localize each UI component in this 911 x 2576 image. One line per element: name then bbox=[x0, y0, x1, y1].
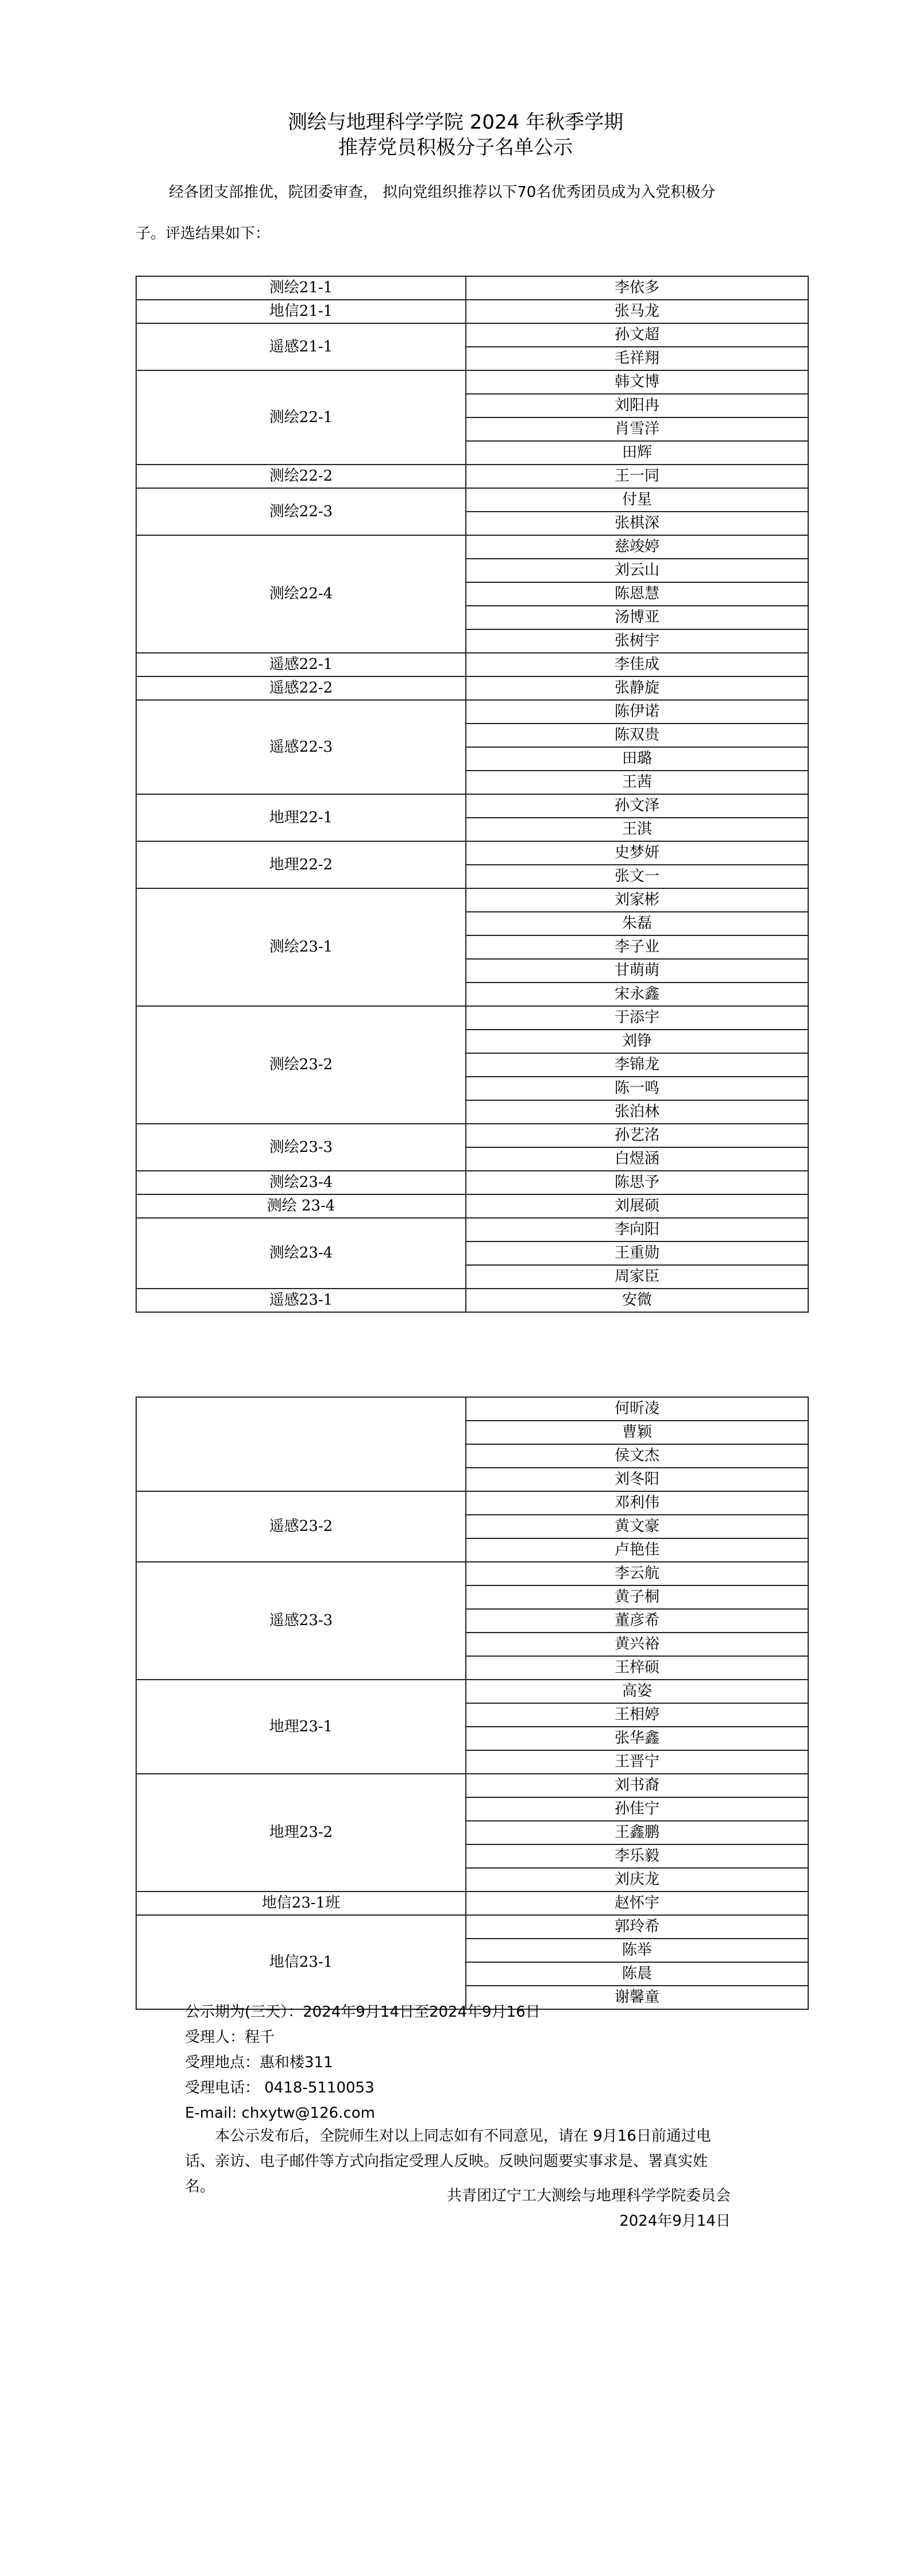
branch-cell: 测绘 23-4 bbox=[136, 1194, 466, 1218]
table-row bbox=[136, 1774, 808, 1797]
table-row bbox=[136, 1562, 808, 1585]
member-name-cell: 刘云山 bbox=[466, 559, 808, 582]
member-name-cell: 高姿 bbox=[466, 1680, 808, 1703]
table-row bbox=[136, 535, 808, 559]
candidate-table-2 bbox=[136, 1397, 809, 2010]
table-row bbox=[136, 1289, 808, 1312]
branch-cell: 遥感22-2 bbox=[136, 676, 466, 700]
page-subtitle: 推荐党员积极分子名单公示 bbox=[338, 136, 573, 159]
branch-cell: 遥感22-3 bbox=[136, 700, 466, 794]
member-name-cell: 张华鑫 bbox=[466, 1727, 808, 1750]
candidate-table-1 bbox=[136, 276, 809, 1313]
member-name-cell: 王重勋 bbox=[466, 1241, 808, 1265]
branch-cell: 测绘23-1 bbox=[136, 888, 466, 1006]
member-name-cell: 李子业 bbox=[466, 935, 808, 959]
member-name-cell: 邓利伟 bbox=[466, 1491, 808, 1515]
receiving-phone: 受理电话： 0418-5110053 bbox=[185, 2079, 375, 2097]
member-name-cell: 刘家彬 bbox=[466, 888, 808, 912]
member-name-cell: 田璐 bbox=[466, 747, 808, 771]
member-name-cell: 刘庆龙 bbox=[466, 1868, 808, 1892]
member-name-cell: 王鑫鹏 bbox=[466, 1821, 808, 1844]
member-name-cell: 陈一鸣 bbox=[466, 1077, 808, 1100]
table-row bbox=[136, 1915, 808, 1939]
member-name-cell: 董彦希 bbox=[466, 1609, 808, 1633]
table-row bbox=[136, 1397, 808, 1421]
member-name-cell: 宋永鑫 bbox=[466, 983, 808, 1006]
member-name-cell: 张棋深 bbox=[466, 512, 808, 535]
table-row bbox=[136, 323, 808, 347]
member-name-cell: 陈恩慧 bbox=[466, 582, 808, 606]
table-row bbox=[136, 1171, 808, 1194]
member-name-cell: 王茜 bbox=[466, 771, 808, 794]
member-name-cell: 刘冬阳 bbox=[466, 1468, 808, 1491]
table-row bbox=[136, 841, 808, 865]
member-name-cell: 张文一 bbox=[466, 865, 808, 888]
member-name-cell: 张泊林 bbox=[466, 1100, 808, 1124]
table-row bbox=[136, 1124, 808, 1147]
table-row bbox=[136, 300, 808, 323]
table-row bbox=[136, 488, 808, 512]
table-row bbox=[136, 888, 808, 912]
member-name-cell: 周家臣 bbox=[466, 1265, 808, 1289]
branch-cell: 测绘23-4 bbox=[136, 1171, 466, 1194]
branch-cell: 地信23-1 bbox=[136, 1915, 466, 2009]
branch-cell: 测绘21-1 bbox=[136, 276, 466, 300]
member-name-cell: 陈双贵 bbox=[466, 724, 808, 747]
member-name-cell: 慈竣婷 bbox=[466, 535, 808, 559]
member-name-cell: 于添宇 bbox=[466, 1006, 808, 1030]
branch-cell: 遥感22-1 bbox=[136, 653, 466, 676]
member-name-cell: 李向阳 bbox=[466, 1218, 808, 1241]
branch-cell: 测绘23-3 bbox=[136, 1124, 466, 1171]
table-row bbox=[136, 653, 808, 676]
member-name-cell: 孙佳宁 bbox=[466, 1797, 808, 1821]
member-name-cell: 黄文豪 bbox=[466, 1515, 808, 1538]
member-name-cell: 王梓硕 bbox=[466, 1656, 808, 1680]
table-row bbox=[136, 1194, 808, 1218]
member-name-cell: 安微 bbox=[466, 1289, 808, 1312]
branch-cell: 测绘23-2 bbox=[136, 1006, 466, 1124]
branch-cell: 测绘23-4 bbox=[136, 1218, 466, 1289]
member-name-cell: 汤博亚 bbox=[466, 606, 808, 629]
member-name-cell: 陈伊诺 bbox=[466, 700, 808, 724]
branch-cell bbox=[136, 1397, 466, 1491]
branch-cell: 测绘22-3 bbox=[136, 488, 466, 535]
member-name-cell: 陈举 bbox=[466, 1939, 808, 1962]
branch-cell: 遥感23-1 bbox=[136, 1289, 466, 1312]
notice-paragraph: 本公示发布后，全院师生对以上同志如有不同意见，请在 9月16日前通过电话、亲访、电子邮件等方式向指定受理人反映。反映问题要实事求是、署真实姓名。 bbox=[185, 2128, 711, 2195]
member-name-cell: 谢馨童 bbox=[466, 1986, 808, 2009]
branch-cell: 测绘22-4 bbox=[136, 535, 466, 653]
member-name-cell: 黄子桐 bbox=[466, 1585, 808, 1609]
issue-date: 2024年9月14日 bbox=[619, 2213, 731, 2230]
contact-email: E-mail: chxytw@126.com bbox=[185, 2105, 375, 2122]
member-name-cell: 曹颖 bbox=[466, 1421, 808, 1444]
table-row bbox=[136, 1218, 808, 1241]
member-name-cell: 郭玲希 bbox=[466, 1915, 808, 1939]
member-name-cell: 黄兴裕 bbox=[466, 1633, 808, 1656]
member-name-cell: 孙文超 bbox=[466, 323, 808, 347]
member-name-cell: 肖雪洋 bbox=[466, 417, 808, 441]
member-name-cell: 甘萌萌 bbox=[466, 959, 808, 983]
table-row bbox=[136, 676, 808, 700]
member-name-cell: 陈晨 bbox=[466, 1962, 808, 1986]
member-name-cell: 李锦龙 bbox=[466, 1053, 808, 1077]
member-name-cell: 李乐毅 bbox=[466, 1844, 808, 1868]
branch-cell: 遥感21-1 bbox=[136, 323, 466, 370]
table-row bbox=[136, 370, 808, 394]
member-name-cell: 王相婷 bbox=[466, 1703, 808, 1727]
member-name-cell: 韩文博 bbox=[466, 370, 808, 394]
table-row bbox=[136, 1680, 808, 1703]
member-name-cell: 刘书裔 bbox=[466, 1774, 808, 1797]
receiver: 受理人：程千 bbox=[185, 2029, 275, 2046]
branch-cell: 地理22-1 bbox=[136, 794, 466, 841]
member-name-cell: 刘阳冉 bbox=[466, 394, 808, 417]
branch-cell: 地理23-2 bbox=[136, 1774, 466, 1892]
member-name-cell: 王晋宁 bbox=[466, 1750, 808, 1774]
member-name-cell: 张树宇 bbox=[466, 629, 808, 653]
table-row bbox=[136, 1491, 808, 1515]
member-name-cell: 李云航 bbox=[466, 1562, 808, 1585]
branch-cell: 遥感23-2 bbox=[136, 1491, 466, 1562]
member-name-cell: 卢艳佳 bbox=[466, 1538, 808, 1562]
member-name-cell: 李佳成 bbox=[466, 653, 808, 676]
issuer-signature: 共青团辽宁工大测绘与地理科学学院委员会 bbox=[446, 2187, 731, 2204]
intro-line-1: 经各团支部推优，院团委审查， 拟向党组织推荐以下70名优秀团员成为入党积极分 bbox=[169, 184, 716, 201]
table-row bbox=[136, 700, 808, 724]
candidate-table-1-body bbox=[136, 276, 808, 1312]
table-row bbox=[136, 465, 808, 488]
table-row bbox=[136, 276, 808, 300]
member-name-cell: 张静旋 bbox=[466, 676, 808, 700]
member-name-cell: 侯文杰 bbox=[466, 1444, 808, 1468]
candidate-table-2-body bbox=[136, 1397, 808, 2009]
member-name-cell: 付星 bbox=[466, 488, 808, 512]
branch-cell: 测绘22-2 bbox=[136, 465, 466, 488]
member-name-cell: 史梦妍 bbox=[466, 841, 808, 865]
member-name-cell: 朱磊 bbox=[466, 912, 808, 935]
member-name-cell: 何昕凌 bbox=[466, 1397, 808, 1421]
member-name-cell: 王淇 bbox=[466, 818, 808, 841]
branch-cell: 地理22-2 bbox=[136, 841, 466, 888]
table-row bbox=[136, 1006, 808, 1030]
member-name-cell: 孙文泽 bbox=[466, 794, 808, 818]
member-name-cell: 毛祥翔 bbox=[466, 347, 808, 370]
branch-cell: 遥感23-3 bbox=[136, 1562, 466, 1680]
member-name-cell: 赵怀宇 bbox=[466, 1892, 808, 1915]
page-title: 测绘与地理科学学院 2024 年秋季学期 bbox=[287, 111, 624, 134]
branch-cell: 地信21-1 bbox=[136, 300, 466, 323]
table-row bbox=[136, 794, 808, 818]
notice-period: 公示期为(三天）：2024年9月14日至2024年9月16日 bbox=[185, 2003, 541, 2021]
member-name-cell: 张马龙 bbox=[466, 300, 808, 323]
intro-line-2: 子。评选结果如下： bbox=[136, 225, 271, 242]
receiving-location: 受理地点：惠和楼311 bbox=[185, 2054, 333, 2071]
member-name-cell: 刘铮 bbox=[466, 1030, 808, 1053]
branch-cell: 地理23-1 bbox=[136, 1680, 466, 1774]
member-name-cell: 刘展硕 bbox=[466, 1194, 808, 1218]
member-name-cell: 田辉 bbox=[466, 441, 808, 465]
member-name-cell: 孙艺洺 bbox=[466, 1124, 808, 1147]
member-name-cell: 李依多 bbox=[466, 276, 808, 300]
member-name-cell: 王一同 bbox=[466, 465, 808, 488]
member-name-cell: 陈思予 bbox=[466, 1171, 808, 1194]
table-row bbox=[136, 1892, 808, 1915]
branch-cell: 测绘22-1 bbox=[136, 370, 466, 465]
member-name-cell: 白煜涵 bbox=[466, 1147, 808, 1171]
branch-cell: 地信23-1班 bbox=[136, 1892, 466, 1915]
